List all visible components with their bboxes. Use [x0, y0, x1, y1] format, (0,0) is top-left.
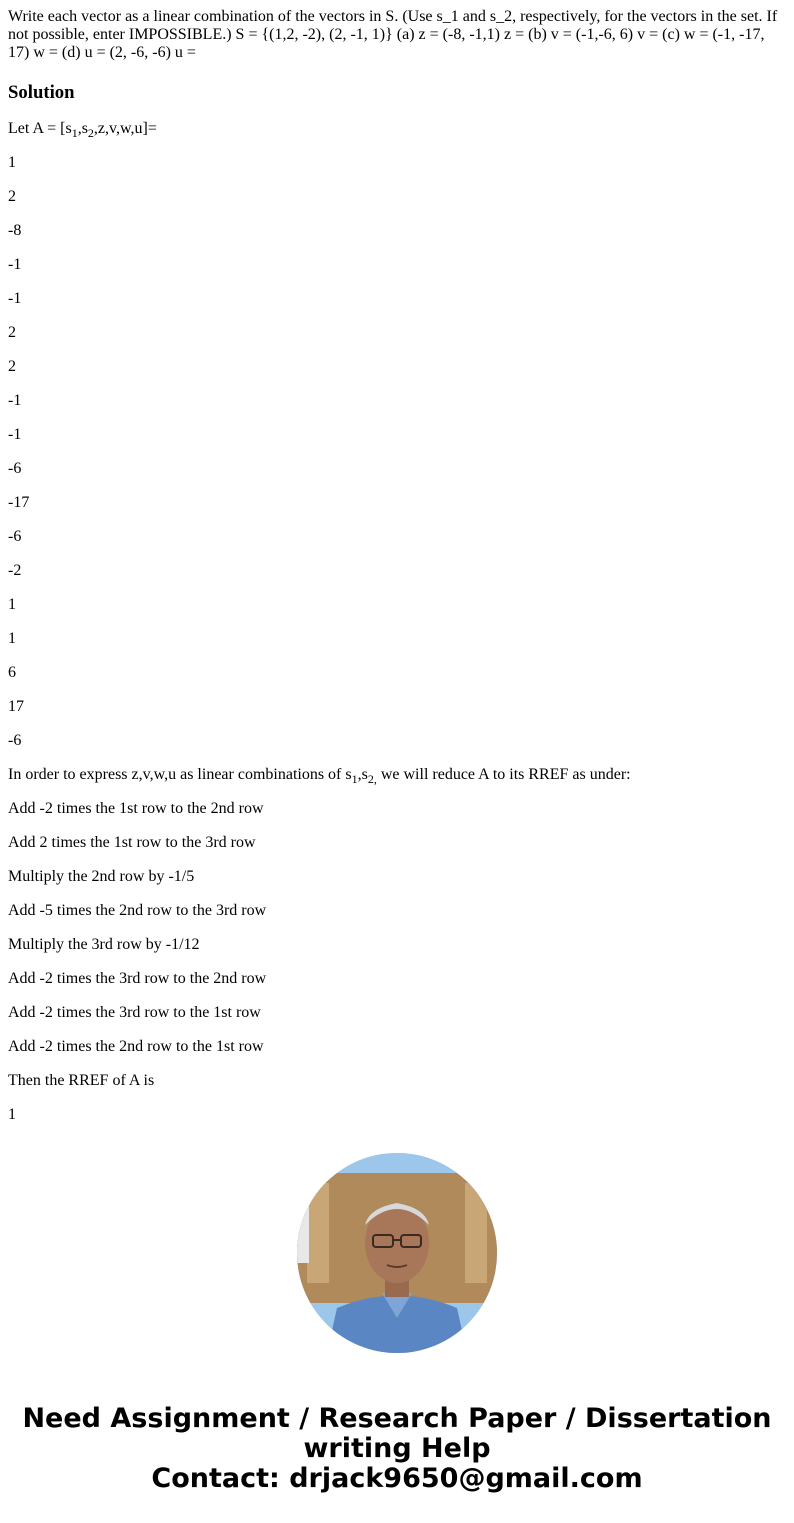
row-operation-step: Add 2 times the 1st row to the 3rd row	[8, 834, 256, 851]
matrix-entry: -8	[8, 222, 22, 239]
solution-heading: Solution	[8, 82, 75, 103]
matrix-entry: -6	[8, 732, 22, 749]
rref-intro: Then the RREF of A is	[8, 1072, 155, 1089]
solution-content	[8, 0, 786, 1122]
matrix-entry: 1	[8, 154, 16, 171]
matrix-entries	[8, 154, 786, 750]
row-operation-steps	[8, 800, 786, 1056]
matrix-entry: 1	[8, 596, 16, 613]
author-portrait-image	[297, 1153, 497, 1353]
matrix-entry: 2	[8, 358, 16, 375]
row-operation-step: Multiply the 3rd row by -1/12	[8, 936, 200, 953]
promo-banner	[0, 1404, 794, 1494]
rref-first-entry: 1	[8, 1106, 16, 1122]
matrix-entry: 2	[8, 324, 16, 341]
question-text: Write each vector as a linear combination of the vectors in S. (Use s_1 and s_2, respectively, for the vectors in the set. If not possible, enter IMPOSSIBLE.) S = {(1,2, -2), (2, -1, 1)} (a) z = (-8, -1,1) z = (b) v = (-1,-6, 6) v = (c) w = (-1, -17, 17) w = (d) u = (2, -6, -6) u =	[8, 8, 778, 61]
rref-explanation: In order to express z,v,w,u as linear combinations of $s_1,s_{2,}$ we will reduce A to its RREF as under:	[8, 766, 631, 787]
row-operation-step: Add -2 times the 1st row to the 2nd row	[8, 800, 264, 817]
row-operation-step: Add -2 times the 2nd row to the 1st row	[8, 1038, 264, 1055]
row-operation-step: Multiply the 2nd row by -1/5	[8, 868, 195, 885]
row-operation-step: Add -2 times the 3rd row to the 1st row	[8, 1004, 261, 1021]
matrix-entry: 17	[8, 698, 24, 715]
matrix-entry: 1	[8, 630, 16, 647]
matrix-entry: -6	[8, 460, 22, 477]
matrix-entry: 2	[8, 188, 16, 205]
let-a-statement: Let $A = [s_1,s_2,z,v,w,u]=$	[8, 120, 157, 141]
row-operation-step: Add -2 times the 3rd row to the 2nd row	[8, 970, 267, 987]
matrix-entry: -6	[8, 528, 22, 545]
matrix-entry: -1	[8, 426, 22, 443]
matrix-entry: -2	[8, 562, 22, 579]
matrix-entry: 6	[8, 664, 16, 681]
matrix-entry: -17	[8, 494, 30, 511]
banner-line-1: Need Assignment / Research Paper / Dissertation	[22, 1403, 772, 1434]
banner-line-2: writing Help	[303, 1433, 491, 1464]
author-avatar	[297, 1153, 497, 1353]
matrix-entry: -1	[8, 256, 22, 273]
matrix-entry: -1	[8, 392, 22, 409]
matrix-entry: -1	[8, 290, 22, 307]
row-operation-step: Add -5 times the 2nd row to the 3rd row	[8, 902, 267, 919]
banner-contact: Contact: drjack9650@gmail.com	[151, 1463, 643, 1494]
